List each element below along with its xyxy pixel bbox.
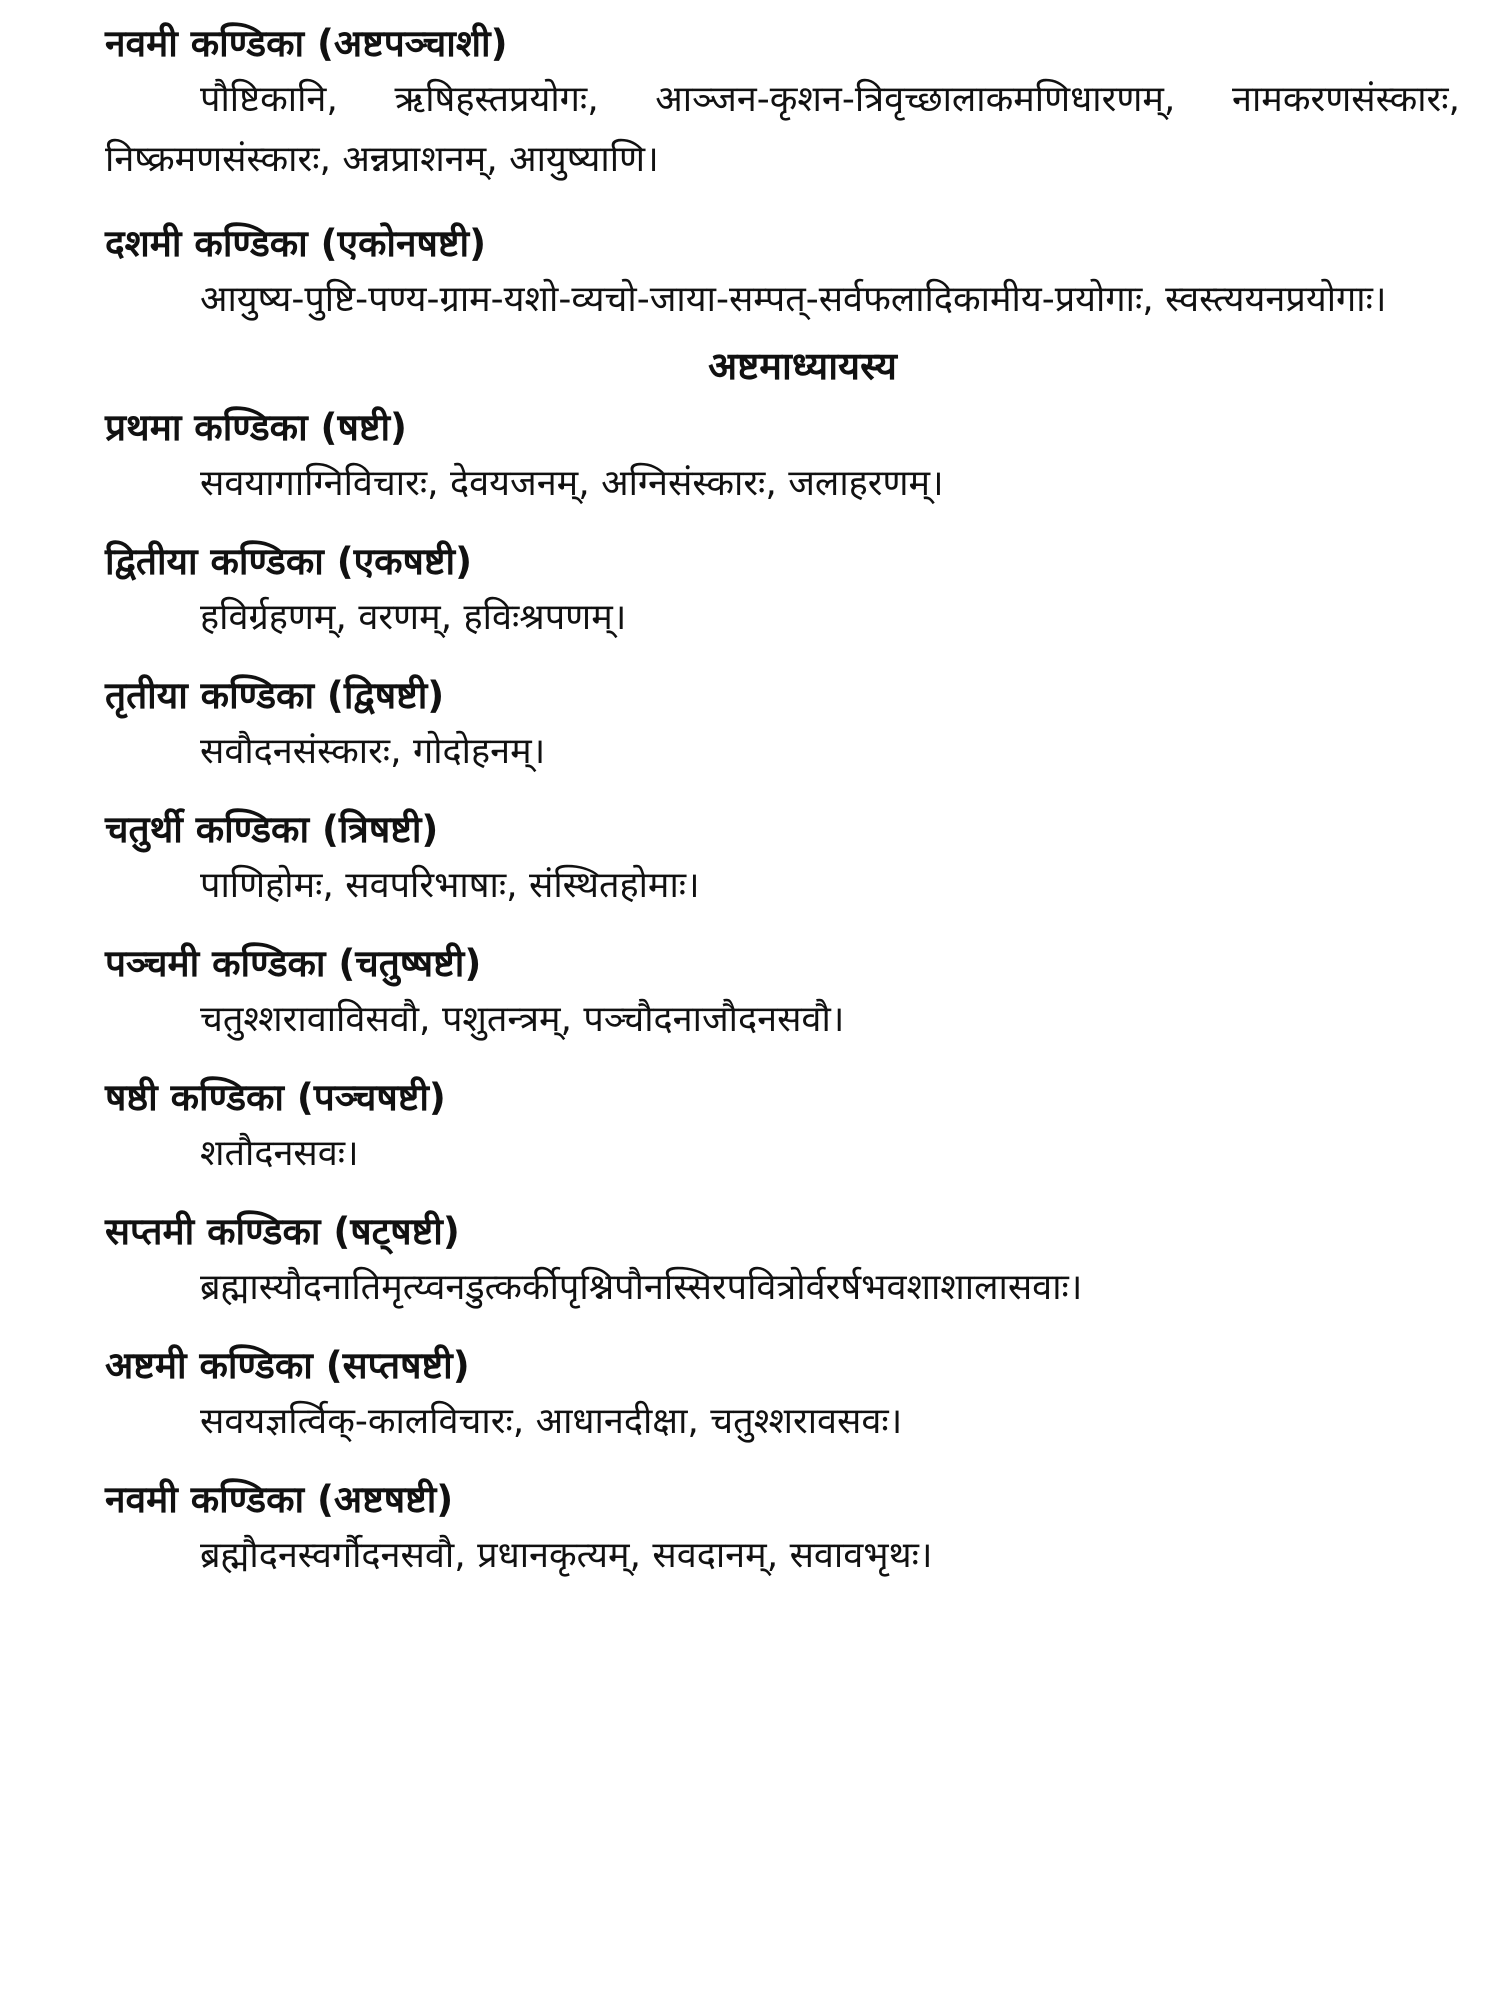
section-text: सवयज्ञर्त्विक्-कालविचारः, आधानदीक्षा, चतुश्शरावसवः। bbox=[200, 1401, 903, 1442]
section-heading: पञ्चमी कण्डिका (चतुष्षष्टी) bbox=[105, 942, 482, 985]
section-heading: चतुर्थी कण्डिका (त्रिषष्टी) bbox=[105, 808, 439, 851]
chapter-title: अष्टमाध्यायस्य bbox=[708, 344, 897, 388]
section-heading: षष्ठी कण्डिका (पञ्चषष्टी) bbox=[105, 1076, 446, 1119]
section-heading: तृतीया कण्डिका (द्विषष्टी) bbox=[105, 674, 445, 717]
section-tritiya bbox=[105, 670, 1460, 782]
section-heading: नवमी कण्डिका (अष्टषष्टी) bbox=[105, 1478, 454, 1521]
section-navami-top bbox=[105, 18, 1460, 190]
section-text: आयुष्य-पुष्टि-पण्य-ग्राम-यशो-व्यचो-जाया-सम्पत्-सर्वफलादिकामीय-प्रयोगाः, स्वस्त्ययनप्रयोगाः। bbox=[200, 279, 1387, 320]
section-text: चतुश्शरावाविसवौ, पशुतन्त्रम्, पञ्चौदनाजौदनसवौ। bbox=[200, 999, 845, 1040]
section-saptami bbox=[105, 1206, 1460, 1318]
section-text: पाणिहोमः, सवपरिभाषाः, संस्थितहोमाः। bbox=[200, 865, 700, 906]
section-navami bbox=[105, 1474, 1460, 1586]
section-text: ब्रह्मौदनस्वर्गौदनसवौ, प्रधानकृत्यम्, सवदानम्, सवावभृथः। bbox=[200, 1535, 933, 1576]
document-page bbox=[105, 18, 1460, 1586]
section-ashtami bbox=[105, 1340, 1460, 1452]
section-heading: अष्टमी कण्डिका (सप्तषष्टी) bbox=[105, 1344, 470, 1387]
section-text: शतौदनसवः। bbox=[200, 1133, 359, 1174]
section-chaturthi bbox=[105, 804, 1460, 916]
section-heading: सप्तमी कण्डिका (षट्षष्टी) bbox=[105, 1210, 460, 1253]
section-text: पौष्टिकानि, ऋषिहस्तप्रयोगः, आञ्जन-कृशन-त्रिवृच्छालाकमणिधारणम्, नामकरणसंस्कारः, निष्क्रमणसंस्कारः, अन्नप्राशनम्, आयुष्याणि। bbox=[105, 79, 1460, 180]
section-heading: द्वितीया कण्डिका (एकषष्टी) bbox=[105, 540, 472, 583]
section-text: ब्रह्मास्यौदनातिमृत्य्वनडुत्कर्कीपृश्निपौनस्सिरपवित्रोर्वरर्षभवशाशालासवाः। bbox=[200, 1267, 1083, 1308]
section-text: सवौदनसंस्कारः, गोदोहनम्। bbox=[200, 731, 546, 772]
section-text: हविर्ग्रहणम्, वरणम्, हविःश्रपणम्। bbox=[200, 597, 627, 638]
section-heading: नवमी कण्डिका (अष्टपञ्चाशी) bbox=[105, 22, 508, 65]
section-dvitiya bbox=[105, 536, 1460, 648]
section-shashthi bbox=[105, 1072, 1460, 1184]
section-prathama bbox=[105, 402, 1460, 514]
section-text: सवयागाग्निविचारः, देवयजनम्, अग्निसंस्कारः, जलाहरणम्। bbox=[200, 463, 944, 504]
section-heading: दशमी कण्डिका (एकोनषष्टी) bbox=[105, 222, 487, 265]
section-dashami bbox=[105, 218, 1460, 330]
section-heading: प्रथमा कण्डिका (षष्टी) bbox=[105, 406, 407, 449]
section-panchami bbox=[105, 938, 1460, 1050]
